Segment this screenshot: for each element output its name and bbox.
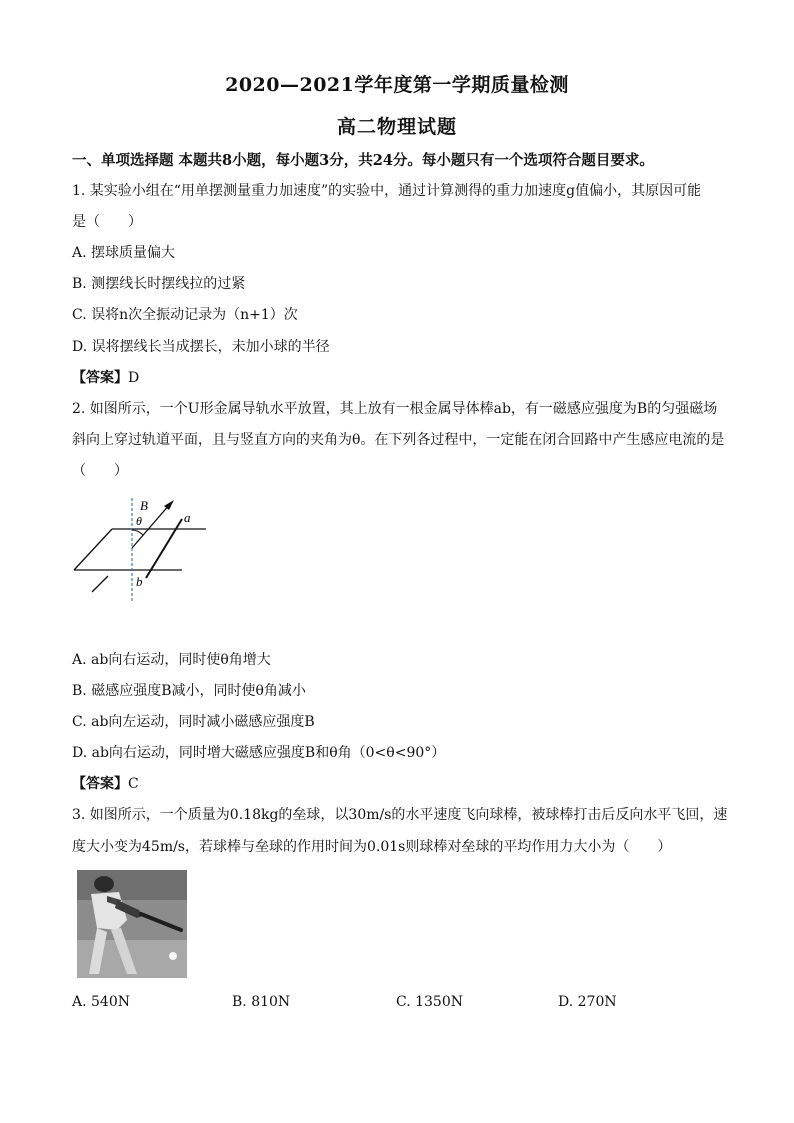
q3-choice-a: A. 540N bbox=[72, 994, 130, 1010]
q3-stem-line1: 3. 如图所示，一个质量为0.18kg的垒球，以30m/s的水平速度飞向球棒，被球棒打击后反向水平飞回，速 bbox=[72, 807, 728, 823]
q3-choice-c: C. 1350N bbox=[396, 994, 463, 1010]
q3-choice-b: B. 810N bbox=[232, 994, 291, 1010]
q2-option-c: C. ab向左运动，同时减小磁感应强度B bbox=[72, 714, 315, 730]
exam-title: 2020—2021学年度第一学期质量检测 bbox=[225, 74, 569, 96]
q2-option-a: A. ab向右运动，同时使θ角增大 bbox=[72, 652, 271, 668]
label-theta: θ bbox=[136, 514, 142, 528]
q1-option-b: B. 测摆线长时摆线拉的过紧 bbox=[72, 276, 246, 292]
baseball-batter-photo bbox=[77, 870, 187, 978]
q2-option-d: D. ab向右运动，同时增大磁感应强度B和θ角（0<θ<90°） bbox=[72, 745, 446, 761]
rod-ab bbox=[146, 519, 182, 578]
q1-stem-line1: 1. 某实验小组在“用单摆测量重力加速度”的实验中，通过计算测得的重力加速度g值偏小，其原因可能 bbox=[72, 183, 702, 199]
magnetic-field-rail-diagram bbox=[70, 494, 210, 606]
q1-option-d: D. 误将摆线长当成摆长，未加小球的半径 bbox=[72, 339, 330, 355]
q3-stem-line2: 度大小变为45m/s，若球棒与垒球的作用时间为0.01s则球棒对垒球的平均作用力大小为（ ） bbox=[72, 839, 672, 855]
q2-option-b: B. 磁感应强度B减小，同时使θ角减小 bbox=[72, 683, 306, 699]
label-b: B bbox=[140, 498, 148, 513]
rail-connector bbox=[74, 529, 112, 570]
q1-option-a: A. 摆球质量偏大 bbox=[72, 245, 176, 261]
rail-extension bbox=[92, 576, 108, 592]
q2-answer-tag: 【答案】 bbox=[72, 776, 128, 792]
label-a: a bbox=[184, 510, 191, 525]
q1-option-c: C. 误将n次全振动记录为（n+1）次 bbox=[72, 307, 298, 323]
label-b-end: b bbox=[136, 574, 143, 589]
q3-choice-d: D. 270N bbox=[558, 994, 617, 1010]
batter-illustration bbox=[77, 870, 187, 978]
q1-answer bbox=[72, 369, 139, 387]
theta-arc bbox=[132, 530, 143, 535]
section-heading: 一、单项选择题 本题共8小题，每小题3分，共24分。每小题只有一个选项符合题目要求。 bbox=[72, 152, 654, 169]
q2-answer-value: C bbox=[128, 776, 139, 792]
q1-answer-value: D bbox=[128, 370, 140, 386]
q1-answer-tag: 【答案】 bbox=[72, 370, 128, 386]
exam-subtitle: 高二物理试题 bbox=[336, 116, 457, 138]
q2-stem-line3: （ ） bbox=[72, 463, 128, 479]
q2-stem-line1: 2. 如图所示，一个U形金属导轨水平放置，其上放有一根金属导体棒ab，有一磁感应强度为B的匀强磁场 bbox=[72, 401, 718, 417]
q2-stem-line2: 斜向上穿过轨道平面，且与竖直方向的夹角为θ。在下列各过程中，一定能在闭合回路中产生感应电流的是 bbox=[72, 432, 725, 448]
q2-answer bbox=[72, 775, 139, 793]
q1-stem-line2: 是（ ） bbox=[72, 214, 142, 230]
